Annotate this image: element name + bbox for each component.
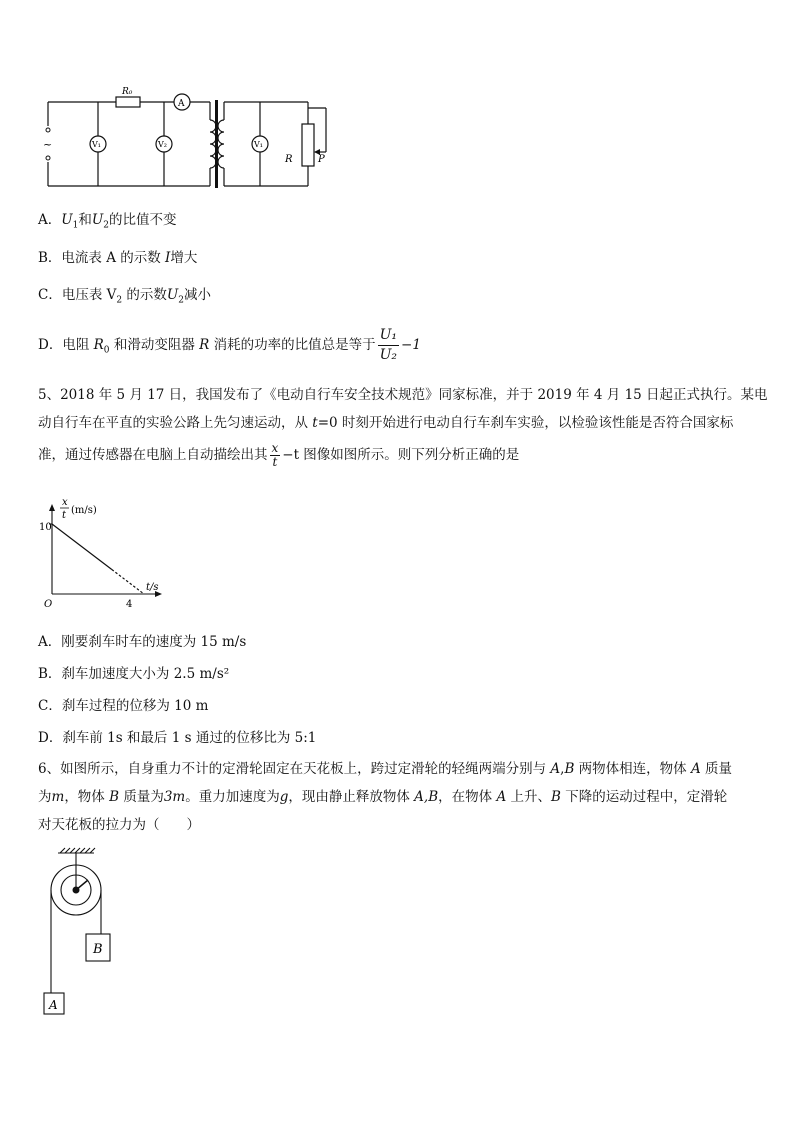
x-axis-label: t/s xyxy=(146,582,159,593)
circuit-diagram xyxy=(38,84,338,194)
q4-option-b: B．电流表 A 的示数 I增大 xyxy=(38,250,198,266)
p-label: P xyxy=(318,154,325,165)
q4-option-d: D．电阻 $R_0$ 和滑动变阻器 R 消耗的功率的比值总是等于 $\frac{\text{U₁}}{\text{U₂}}$ −1 xyxy=(38,327,421,363)
v1-left-label: V₁ xyxy=(92,140,101,149)
q5-option-a: A．刚要刹车时车的速度为 15 m/s xyxy=(38,634,247,650)
source-symbol: ~ xyxy=(43,138,53,151)
x-tick-4: 4 xyxy=(126,599,133,610)
r0-label: R₀ xyxy=(122,87,133,97)
v1-right-label: V₁ xyxy=(254,140,263,149)
q4-option-a: A．$U_1$和$U_2$的比值不变 xyxy=(38,212,177,231)
data-line-solid xyxy=(52,524,112,570)
y-label-den: t xyxy=(62,510,67,521)
pulley-diagram xyxy=(38,846,128,1021)
q5-option-c: C．刹车过程的位移为 10 m xyxy=(38,698,209,714)
data-line-dashed xyxy=(112,570,144,595)
ammeter-label: A xyxy=(178,99,185,109)
q5-option-d: D．刹车前 1s 和最后 1 s 通过的位移比为 5:1 xyxy=(38,730,317,746)
r-label: R xyxy=(285,154,293,165)
xt-t-graph xyxy=(38,494,168,616)
y-label-num: x xyxy=(62,497,68,508)
block-b-label: B xyxy=(93,942,103,957)
origin-label: O xyxy=(44,599,53,610)
q4-option-c: C．电压表 $V_2$ 的示数$U_2$减小 xyxy=(38,287,212,306)
y-label-unit: (m/s) xyxy=(71,505,97,516)
y-tick-10: 10 xyxy=(39,522,52,533)
block-a-label: A xyxy=(49,998,58,1012)
q5-option-b: B．刹车加速度大小为 2.5 m/s² xyxy=(38,666,230,682)
q6-stem: 6、如图所示，自身重力不计的定滑轮固定在天花板上，跨过定滑轮的轻绳两端分别与 A,B 两物体相连，物体 A 质量 为m，物体 B 质量为3m。重力加速度为g，现由静止释放物体 A,B，在物体 A 上升、B 下降的运动过程中，定滑轮 对天花板的拉力为（ ） xyxy=(38,761,732,833)
v2-label: V₂ xyxy=(158,140,167,149)
q5-stem: 5、2018 年 5 月 17 日，我国发布了《电动自行车安全技术规范》同家标准，并于 2019 年 4 月 15 日起正式执行。某电 动自行车在平直的实验公路上先匀速运动，从 t=0 时刻开始进行电动自行车刹车实验，以检验该性能是否符合国家标 准，通过传感器在电脑上自动描绘出其 $\frac{x}{t}$ −t 图像如图所示。则下列分析正确的是 xyxy=(38,387,768,469)
